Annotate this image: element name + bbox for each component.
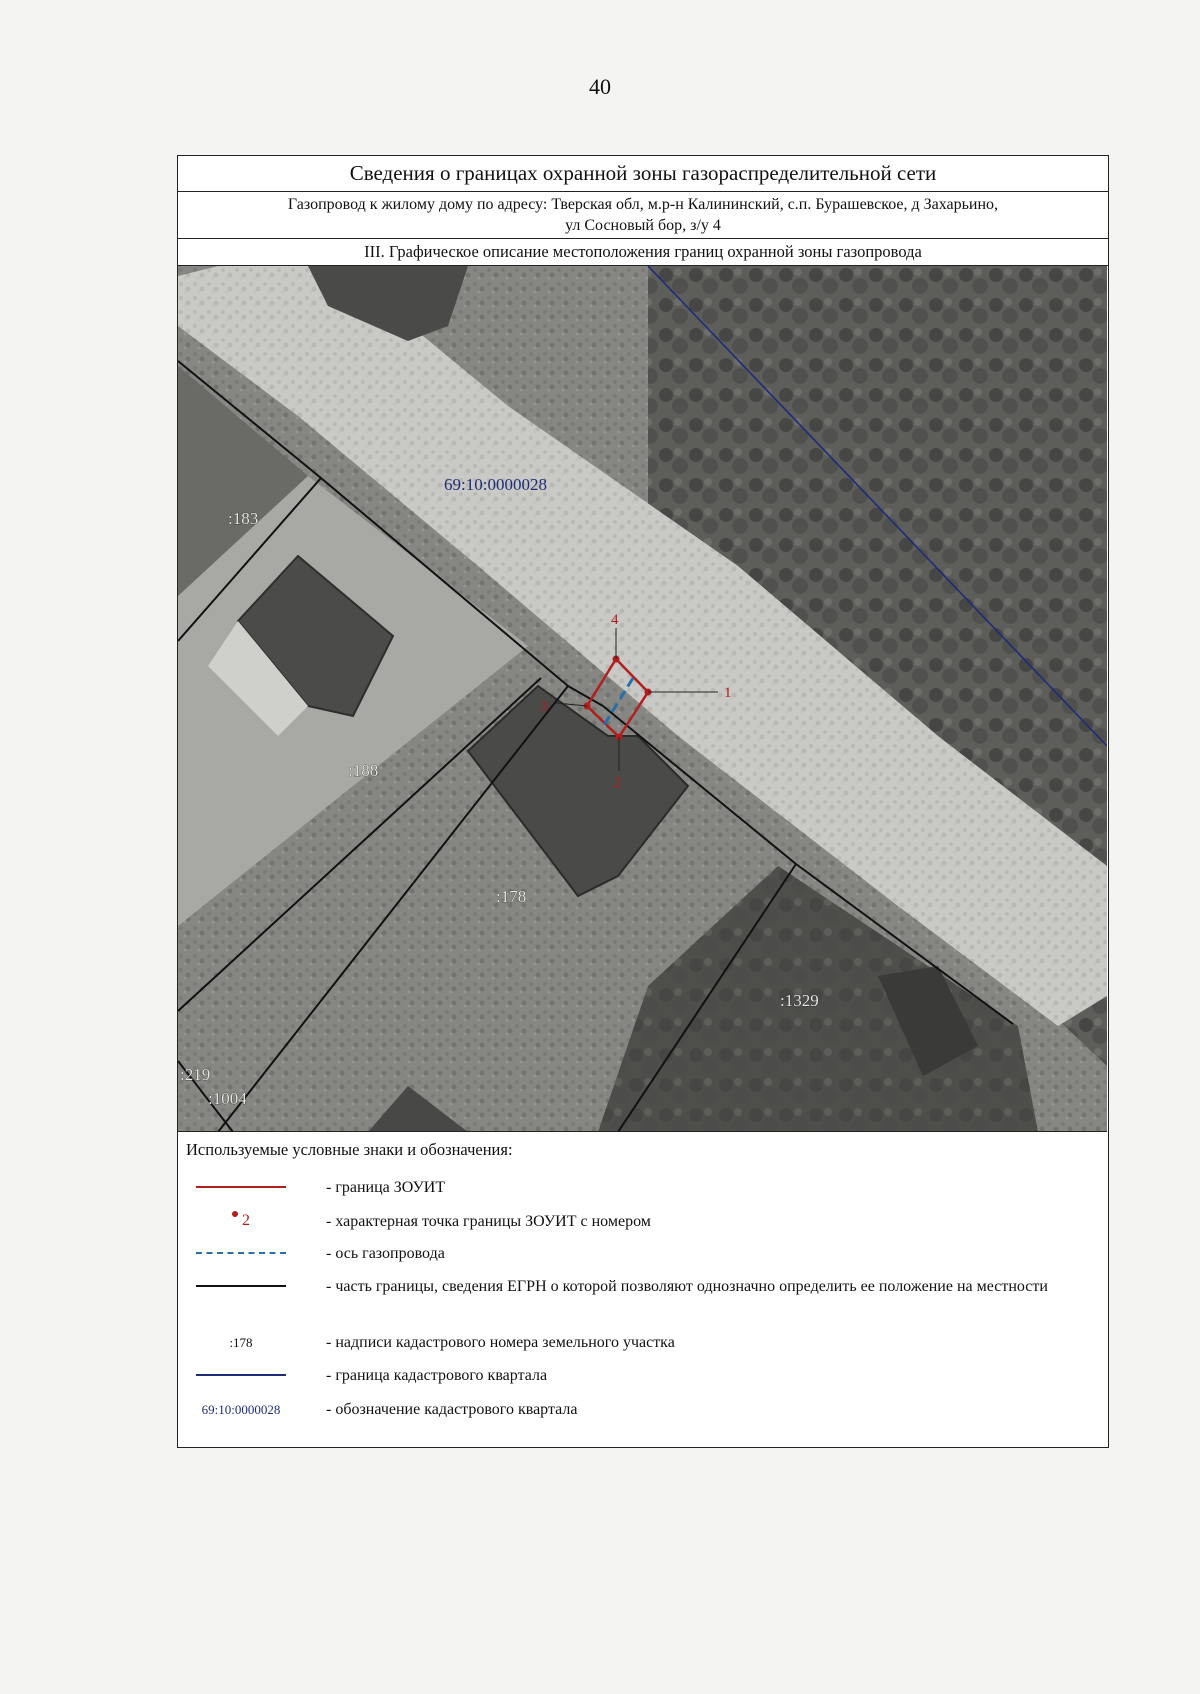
zouit-point-3-label: 3 xyxy=(540,699,548,715)
legend-item-text: - надписи кадастрового номера земельного участка xyxy=(326,1334,675,1351)
legend-item-text: - характерная точка границы ЗОУИТ с номером xyxy=(326,1213,651,1230)
parcel-label-219: :219 xyxy=(180,1065,211,1084)
legend-item-text: - ось газопровода xyxy=(326,1245,445,1262)
quarter-label: 69:10:0000028 xyxy=(444,475,547,494)
object-description-line1: Газопровод к жилому дому по адресу: Тверская обл, м.р-н Калининский, с.п. Бурашевское, д Захарьино, xyxy=(287,196,999,213)
parcel-label-188: :188 xyxy=(348,761,379,780)
page-number: 40 xyxy=(589,74,611,99)
legend-item-text: - обозначение кадастрового квартала xyxy=(326,1401,578,1418)
parcel-label-183: :183 xyxy=(228,509,259,528)
zouit-point-2-label: 2 xyxy=(614,775,622,791)
red-line-symbol xyxy=(196,1186,286,1188)
document-title: Сведения о границах охранной зоны газораспределительной сети xyxy=(178,156,1108,192)
parcel-label-1329: :1329 xyxy=(780,991,819,1010)
document-frame xyxy=(177,155,1109,1448)
object-description xyxy=(178,192,1108,239)
red-dot-icon xyxy=(232,1211,238,1217)
zouit-point-1-label: 1 xyxy=(724,685,732,701)
legend-item-text: - граница ЗОУИТ xyxy=(326,1179,446,1196)
legend-title: Используемые условные знаки и обозначения: xyxy=(186,1140,513,1159)
parcel-label-178: :178 xyxy=(496,887,527,906)
quarter-label-symbol: 69:10:0000028 xyxy=(201,1402,281,1417)
dashed-line-symbol xyxy=(196,1252,286,1254)
blue-line-symbol xyxy=(196,1374,286,1376)
object-description-line2: ул Сосновый бор, з/у 4 xyxy=(565,217,721,234)
map-canvas xyxy=(178,266,1107,1132)
point-symbol xyxy=(196,1211,286,1231)
legend-item-text: - часть границы, сведения ЕГРН о которой позволяют однозначно определить ее положение на местности xyxy=(326,1278,1048,1295)
section-title: III. Графическое описание местоположения границ охранной зоны газопровода xyxy=(178,239,1108,266)
zouit-point-4-label: 4 xyxy=(611,612,619,628)
black-line-symbol xyxy=(196,1285,286,1287)
cadastral-label-symbol: :178 xyxy=(229,1335,253,1350)
point-symbol-label: 2 xyxy=(242,1212,250,1229)
legend-item-text: - граница кадастрового квартала xyxy=(326,1367,548,1384)
parcel-label-1004: :1004 xyxy=(208,1089,247,1108)
aerial-map[interactable] xyxy=(178,266,1107,1132)
